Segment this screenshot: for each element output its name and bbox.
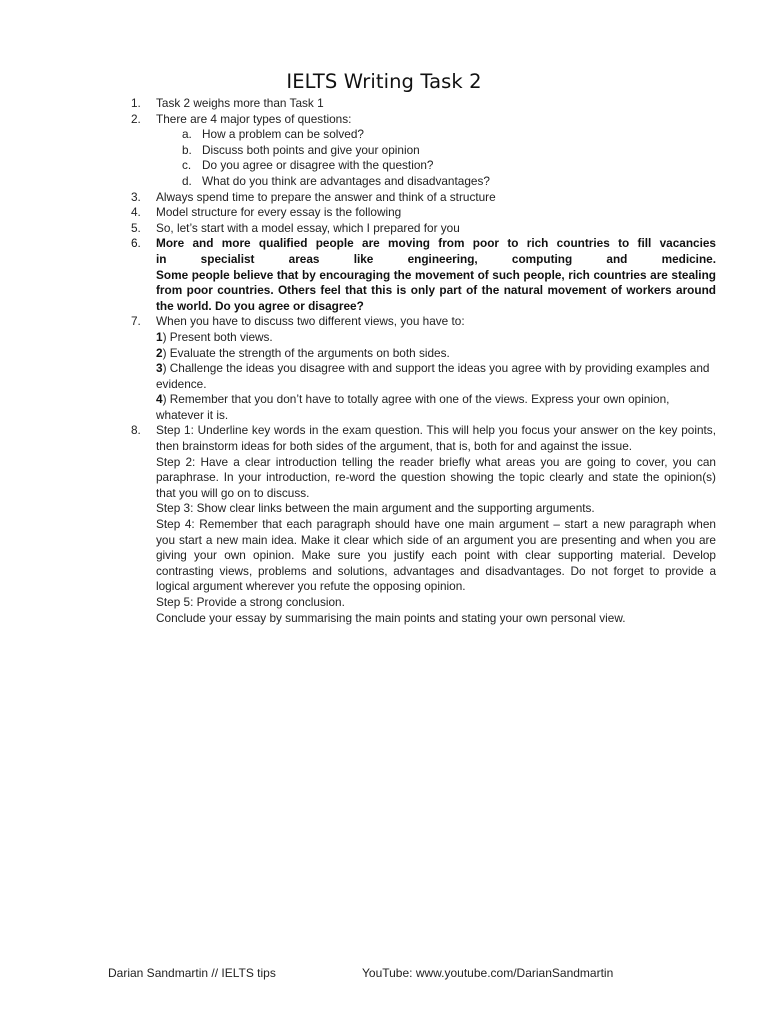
point — [156, 392, 716, 423]
sub-item — [120, 158, 716, 174]
list-item — [120, 314, 716, 423]
sub-item-letter: b. — [182, 142, 192, 157]
sub-item-text: Do you agree or disagree with the question? — [202, 158, 434, 173]
item-text: Task 2 weighs more than Task 1 — [156, 96, 324, 110]
item-number: 5. — [131, 220, 141, 235]
sub-item — [120, 127, 716, 143]
sub-item-letter: a. — [182, 127, 192, 142]
item-text: There are 4 major types of questions: — [156, 111, 352, 126]
step-text: Step 5: Provide a strong conclusion. — [156, 595, 345, 609]
item-number: 4. — [131, 205, 141, 220]
list-item — [120, 112, 716, 128]
list-item — [120, 221, 716, 237]
sub-item-letter: c. — [182, 158, 192, 173]
essay-question-text: Some people believe that by encouraging the movement of such people, rich countries are stealing from poor countries. Others feel that this is only part of the natural movement of workers around the world. Do you agree or disagree? — [156, 267, 716, 313]
sub-item-text: Discuss both points and give your opinion — [202, 142, 420, 157]
footer-youtube-link[interactable]: YouTube: www.youtube.com/DarianSandmartin — [362, 966, 614, 980]
point-number: 1 — [156, 329, 163, 344]
list-item — [120, 190, 716, 206]
essay-question-line: More and more qualified people are moving from poor to rich countries to fill vacancies — [156, 236, 716, 251]
item-text: So, let’s start with a model essay, which I prepared for you — [156, 220, 460, 235]
item-number: 8. — [131, 423, 141, 438]
item-text: Always spend time to prepare the answer and think of a structure — [156, 189, 496, 204]
list-item-essay-question — [120, 236, 716, 314]
step-text: Step 3: Show clear links between the main argument and the supporting arguments. — [156, 501, 595, 516]
sub-item-text: How a problem can be solved? — [202, 127, 364, 142]
item-number: 3. — [131, 189, 141, 204]
list-item — [120, 96, 716, 112]
item-number: 2. — [131, 111, 141, 126]
item-text: Model structure for every essay is the following — [156, 205, 402, 220]
footer-author: Darian Sandmartin // IELTS tips — [108, 966, 276, 980]
step-text: Step 1: Underline key words in the exam question. This will help you focus your answer on the key points, then brainstorm ideas for both sides of the argument, that is, both for and against the issue. — [156, 423, 716, 454]
point — [156, 346, 716, 362]
sub-item-letter: d. — [182, 173, 192, 188]
point-text: ) Remember that you don’t have to totally agree with one of the views. Express your own opinion, whatever it is. — [156, 392, 670, 422]
page-title: IELTS Writing Task 2 — [286, 70, 482, 93]
step-text: Conclude your essay by summarising the main points and stating your own personal view. — [156, 610, 626, 625]
point-number: 2 — [156, 345, 163, 360]
sub-item — [120, 143, 716, 159]
sub-item — [120, 174, 716, 190]
point-text: ) Present both views. — [162, 329, 273, 344]
list-item-steps — [120, 423, 716, 626]
sub-item-text: What do you think are advantages and disadvantages? — [202, 173, 490, 188]
item-number: 7. — [131, 314, 141, 329]
point — [156, 361, 716, 392]
item-number: 1. — [131, 96, 141, 110]
point — [156, 330, 716, 346]
point-number: 3 — [156, 361, 163, 376]
point-text: ) Challenge the ideas you disagree with and support the ideas you agree with by providing examples and evidence. — [156, 361, 710, 391]
step-text: Step 4: Remember that each paragraph should have one main argument – start a new paragraph when you start a new main idea. Make it clear which side of an argument you are presenting and when you are giving your own opinion. Make sure you justify each point with clear supporting material. Develop contrasting views, problems and solutions, advantages and disadvantages. Do not forget to provide a logical argument wherever you refute the opposing opinion. — [156, 517, 716, 594]
item-text: When you have to discuss two different views, you have to: — [156, 314, 465, 329]
list-item — [120, 205, 716, 221]
point-number: 4 — [156, 392, 163, 407]
item-number: 6. — [131, 236, 141, 251]
point-text: ) Evaluate the strength of the arguments on both sides. — [162, 345, 450, 360]
essay-question-line: in specialist areas like engineering, computing and medicine. — [156, 251, 716, 266]
tips-list — [120, 96, 716, 626]
step-text: Step 2: Have a clear introduction telling the reader briefly what areas you are going to cover, you can paraphrase. In your introduction, re-word the question showing the topic clearly and state the opinion(s) that you will go on to discuss. — [156, 454, 716, 500]
